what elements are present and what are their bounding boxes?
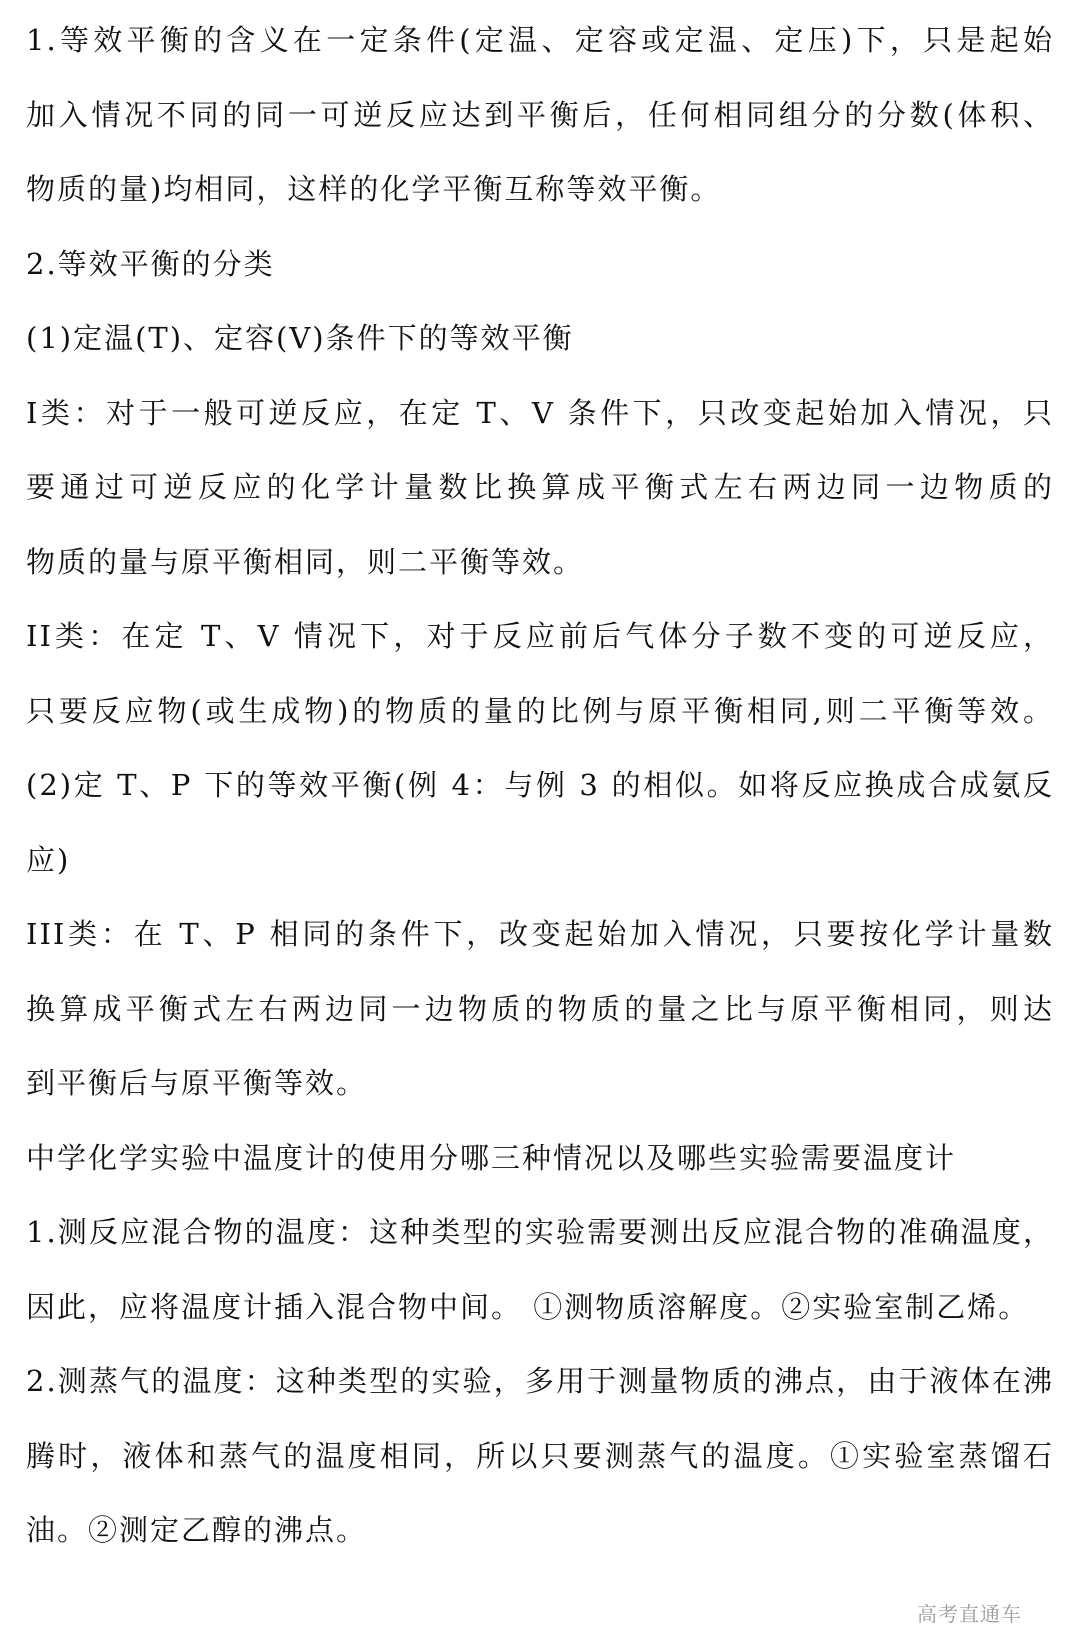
text-line: I类：对于一般可逆反应，在定 T、V 条件下，只改变起始加入情况，只 [26, 395, 1054, 430]
text-line: 物质的量)均相同，这样的化学平衡互称等效平衡。 [26, 172, 722, 206]
text-line: 到平衡后与原平衡等效。 [26, 1066, 368, 1100]
document-body [26, 0, 1054, 1568]
text-line: 换算成平衡式左右两边同一边物质的物质的量之比与原平衡相同，则达 [26, 991, 1054, 1026]
subsection-heading: (2)定 T、P 下的等效平衡(例 4：与例 3 的相似。如将反应换成合成氨反 [26, 768, 1054, 802]
watermark: 高考直通车 [917, 1602, 1022, 1626]
text-line: 因此，应将温度计插入混合物中间。 ①测物质溶解度。②实验室制乙烯。 [26, 1289, 1030, 1324]
text-line: 腾时，液体和蒸气的温度相同，所以只要测蒸气的温度。①实验室蒸馏石 [26, 1438, 1054, 1473]
text-line: II类：在定 T、V 情况下，对于反应前后气体分子数不变的可逆反应， [26, 619, 1054, 653]
text-line: 要通过可逆反应的化学计量数比换算成平衡式左右两边同一边物质的 [26, 470, 1054, 504]
text-line: 应) [26, 842, 71, 877]
text-line: 加入情况不同的同一可逆反应达到平衡后，任何相同组分的分数(体积、 [26, 97, 1054, 132]
section-heading: 中学化学实验中温度计的使用分哪三种情况以及哪些实验需要温度计 [26, 1140, 957, 1175]
text-line: 1.测反应混合物的温度：这种类型的实验需要测出反应混合物的准确温度， [26, 1215, 1054, 1249]
text-line: 只要反应物(或生成物)的物质的量的比例与原平衡相同,则二平衡等效。 [26, 693, 1054, 728]
text-line: 油。②测定乙醇的沸点。 [26, 1513, 368, 1547]
text-line: 物质的量与原平衡相同，则二平衡等效。 [26, 544, 585, 579]
section-heading: 2.等效平衡的分类 [26, 246, 275, 281]
subsection-heading: (1)定温(T)、定容(V)条件下的等效平衡 [26, 321, 574, 355]
text-line: 1.等效平衡的含义在一定条件(定温、定容或定温、定压)下，只是起始 [26, 23, 1054, 57]
text-line: III类：在 T、P 相同的条件下，改变起始加入情况，只要按化学计量数 [26, 917, 1054, 951]
text-line: 2.测蒸气的温度：这种类型的实验，多用于测量物质的沸点，由于液体在沸 [26, 1364, 1054, 1398]
